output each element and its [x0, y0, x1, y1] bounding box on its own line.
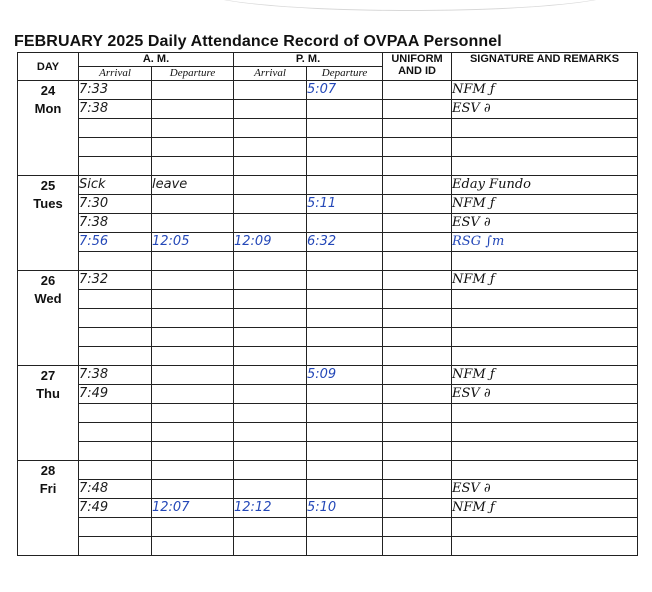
table-row — [18, 195, 638, 214]
signature-cell — [452, 404, 638, 423]
time-cell-am-dep — [152, 290, 234, 309]
signature-cell — [452, 423, 638, 442]
time-cell-pm-arr — [234, 252, 307, 271]
table-row — [18, 176, 638, 195]
time-cell-am-dep: 12:07 — [152, 499, 234, 518]
time-cell-uniform — [383, 138, 452, 157]
time-cell-am-arr — [79, 328, 152, 347]
signature-cell — [452, 157, 638, 176]
header-uniform: UNIFORM AND ID — [383, 53, 452, 81]
time-cell-am-dep — [152, 518, 234, 537]
day-cell — [18, 81, 79, 176]
time-cell-pm-arr — [234, 537, 307, 556]
paper-corner-shadow — [200, 0, 620, 11]
time-cell-pm-dep — [307, 271, 383, 290]
header-pm-departure: Departure — [307, 67, 383, 81]
table-row — [18, 499, 638, 518]
time-cell-pm-dep: 5:07 — [307, 81, 383, 100]
day-weekday: Fri — [39, 481, 57, 496]
time-cell-pm-arr — [234, 385, 307, 404]
time-cell-am-dep — [152, 271, 234, 290]
time-cell-am-arr: Sick — [79, 176, 152, 195]
time-cell-pm-arr — [234, 138, 307, 157]
signature-cell: Eday Fundo — [452, 176, 638, 195]
time-cell-uniform — [383, 252, 452, 271]
time-cell-pm-arr — [234, 176, 307, 195]
time-cell-am-arr — [79, 518, 152, 537]
day-date: 28 — [40, 463, 56, 478]
signature-cell: ESV ∂ — [452, 100, 638, 119]
time-cell-am-dep — [152, 138, 234, 157]
signature-cell: NFM ƒ — [452, 195, 638, 214]
time-cell-uniform — [383, 499, 452, 518]
time-cell-am-arr — [79, 537, 152, 556]
time-cell-am-arr — [79, 423, 152, 442]
signature-cell — [452, 347, 638, 366]
time-cell-pm-arr — [234, 480, 307, 499]
signature-cell: NFM ƒ — [452, 366, 638, 385]
time-cell-am-dep — [152, 81, 234, 100]
time-cell-am-dep — [152, 309, 234, 328]
table-row — [18, 366, 638, 385]
day-weekday: Tues — [33, 196, 63, 211]
time-cell-pm-arr: 12:12 — [234, 499, 307, 518]
header-pm: P. M. — [234, 53, 383, 67]
signature-cell — [452, 252, 638, 271]
time-cell-pm-dep — [307, 385, 383, 404]
signature-cell: NFM ƒ — [452, 271, 638, 290]
signature-cell — [452, 138, 638, 157]
time-cell-pm-dep — [307, 480, 383, 499]
time-cell-uniform — [383, 461, 452, 480]
time-cell-pm-dep — [307, 328, 383, 347]
header-am-arrival: Arrival — [79, 67, 152, 81]
signature-cell: NFM ƒ — [452, 499, 638, 518]
table-row — [18, 537, 638, 556]
time-cell-pm-dep — [307, 347, 383, 366]
table-row — [18, 271, 638, 290]
table-row — [18, 461, 638, 480]
time-cell-uniform — [383, 480, 452, 499]
time-cell-am-dep — [152, 119, 234, 138]
time-cell-pm-dep: 5:10 — [307, 499, 383, 518]
time-cell-uniform — [383, 271, 452, 290]
time-cell-am-arr: 7:48 — [79, 480, 152, 499]
time-cell-am-dep — [152, 442, 234, 461]
time-cell-uniform — [383, 442, 452, 461]
table-row — [18, 157, 638, 176]
time-cell-uniform — [383, 290, 452, 309]
time-cell-pm-dep — [307, 290, 383, 309]
table-row — [18, 119, 638, 138]
day-date: 26 — [40, 273, 56, 288]
time-cell-uniform — [383, 309, 452, 328]
time-cell-am-dep — [152, 157, 234, 176]
time-cell-pm-arr — [234, 404, 307, 423]
time-cell-am-dep — [152, 480, 234, 499]
time-cell-am-dep — [152, 100, 234, 119]
time-cell-pm-arr — [234, 366, 307, 385]
time-cell-am-dep — [152, 366, 234, 385]
time-cell-pm-arr — [234, 423, 307, 442]
signature-cell: ESV ∂ — [452, 385, 638, 404]
header-day: DAY — [18, 53, 79, 81]
time-cell-pm-dep — [307, 537, 383, 556]
day-date: 25 — [40, 178, 56, 193]
header-signature: SIGNATURE AND REMARKS — [452, 53, 638, 81]
time-cell-pm-arr — [234, 271, 307, 290]
time-cell-pm-dep — [307, 461, 383, 480]
time-cell-uniform — [383, 176, 452, 195]
time-cell-uniform — [383, 518, 452, 537]
time-cell-uniform — [383, 195, 452, 214]
time-cell-pm-dep — [307, 119, 383, 138]
time-cell-pm-dep — [307, 214, 383, 233]
signature-cell — [452, 518, 638, 537]
time-cell-pm-dep — [307, 404, 383, 423]
time-cell-am-dep — [152, 537, 234, 556]
time-cell-uniform — [383, 385, 452, 404]
signature-cell — [452, 119, 638, 138]
time-cell-pm-dep — [307, 442, 383, 461]
time-cell-am-arr — [79, 347, 152, 366]
time-cell-uniform — [383, 347, 452, 366]
time-cell-pm-arr — [234, 100, 307, 119]
time-cell-am-arr: 7:38 — [79, 100, 152, 119]
day-date: 24 — [40, 83, 56, 98]
time-cell-am-dep — [152, 423, 234, 442]
table-row — [18, 252, 638, 271]
time-cell-pm-dep: 6:32 — [307, 233, 383, 252]
table-row — [18, 290, 638, 309]
signature-cell — [452, 328, 638, 347]
time-cell-am-dep — [152, 385, 234, 404]
table-row — [18, 233, 638, 252]
time-cell-am-dep: 12:05 — [152, 233, 234, 252]
table-row — [18, 214, 638, 233]
document-title: FEBRUARY 2025 Daily Attendance Record of OVPAA Personnel — [14, 33, 502, 50]
time-cell-pm-dep — [307, 309, 383, 328]
attendance-table — [17, 52, 638, 556]
time-cell-am-arr — [79, 442, 152, 461]
time-cell-am-arr — [79, 461, 152, 480]
time-cell-am-arr — [79, 252, 152, 271]
table-row — [18, 138, 638, 157]
time-cell-am-arr — [79, 309, 152, 328]
time-cell-pm-dep — [307, 100, 383, 119]
time-cell-am-dep — [152, 347, 234, 366]
time-cell-uniform — [383, 404, 452, 423]
time-cell-uniform — [383, 233, 452, 252]
time-cell-pm-dep — [307, 138, 383, 157]
time-cell-am-arr: 7:56 — [79, 233, 152, 252]
time-cell-am-arr: 7:38 — [79, 366, 152, 385]
header-am: A. M. — [79, 53, 234, 67]
table-row — [18, 100, 638, 119]
signature-cell — [452, 442, 638, 461]
time-cell-pm-dep — [307, 157, 383, 176]
time-cell-pm-dep: 5:11 — [307, 195, 383, 214]
time-cell-pm-arr — [234, 328, 307, 347]
time-cell-uniform — [383, 157, 452, 176]
day-date: 27 — [40, 368, 56, 383]
table-row — [18, 309, 638, 328]
day-weekday: Thu — [36, 386, 60, 401]
time-cell-am-arr: 7:38 — [79, 214, 152, 233]
time-cell-am-dep — [152, 328, 234, 347]
time-cell-pm-dep: 5:09 — [307, 366, 383, 385]
table-row — [18, 347, 638, 366]
time-cell-uniform — [383, 328, 452, 347]
table-row — [18, 518, 638, 537]
signature-cell — [452, 537, 638, 556]
time-cell-uniform — [383, 537, 452, 556]
signature-cell: NFM ƒ — [452, 81, 638, 100]
time-cell-uniform — [383, 81, 452, 100]
time-cell-pm-dep — [307, 423, 383, 442]
signature-cell: ESV ∂ — [452, 480, 638, 499]
day-cell — [18, 461, 79, 556]
signature-cell: RSG ∫m — [452, 233, 638, 252]
table-row — [18, 423, 638, 442]
time-cell-pm-arr — [234, 442, 307, 461]
time-cell-am-arr — [79, 119, 152, 138]
time-cell-am-dep — [152, 195, 234, 214]
day-cell — [18, 271, 79, 366]
table-row — [18, 81, 638, 100]
time-cell-pm-arr — [234, 461, 307, 480]
day-weekday: Wed — [34, 291, 62, 306]
time-cell-am-arr: 7:30 — [79, 195, 152, 214]
time-cell-am-dep — [152, 404, 234, 423]
time-cell-pm-arr — [234, 81, 307, 100]
time-cell-am-dep — [152, 461, 234, 480]
time-cell-am-arr: 7:49 — [79, 499, 152, 518]
time-cell-uniform — [383, 119, 452, 138]
day-cell — [18, 176, 79, 271]
time-cell-pm-arr — [234, 518, 307, 537]
time-cell-pm-dep — [307, 518, 383, 537]
time-cell-uniform — [383, 366, 452, 385]
time-cell-pm-arr — [234, 214, 307, 233]
signature-cell — [452, 290, 638, 309]
time-cell-pm-arr — [234, 157, 307, 176]
signature-cell: ESV ∂ — [452, 214, 638, 233]
day-cell — [18, 366, 79, 461]
table-row — [18, 442, 638, 461]
time-cell-am-dep — [152, 214, 234, 233]
day-weekday: Mon — [34, 101, 62, 116]
table-row — [18, 404, 638, 423]
table-row — [18, 480, 638, 499]
time-cell-pm-arr — [234, 119, 307, 138]
time-cell-pm-arr — [234, 347, 307, 366]
time-cell-pm-arr — [234, 309, 307, 328]
time-cell-am-arr — [79, 157, 152, 176]
signature-cell — [452, 309, 638, 328]
time-cell-am-arr: 7:32 — [79, 271, 152, 290]
time-cell-pm-dep — [307, 176, 383, 195]
time-cell-uniform — [383, 214, 452, 233]
time-cell-pm-dep — [307, 252, 383, 271]
time-cell-am-arr — [79, 290, 152, 309]
header-am-departure: Departure — [152, 67, 234, 81]
time-cell-am-arr: 7:49 — [79, 385, 152, 404]
time-cell-pm-arr — [234, 195, 307, 214]
header-pm-arrival: Arrival — [234, 67, 307, 81]
table-row — [18, 385, 638, 404]
time-cell-pm-arr — [234, 290, 307, 309]
time-cell-am-arr — [79, 404, 152, 423]
table-row — [18, 328, 638, 347]
time-cell-pm-arr: 12:09 — [234, 233, 307, 252]
signature-cell — [452, 461, 638, 480]
time-cell-uniform — [383, 100, 452, 119]
time-cell-am-dep — [152, 252, 234, 271]
time-cell-am-arr: 7:33 — [79, 81, 152, 100]
time-cell-uniform — [383, 423, 452, 442]
time-cell-am-arr — [79, 138, 152, 157]
time-cell-am-dep: leave — [152, 176, 234, 195]
